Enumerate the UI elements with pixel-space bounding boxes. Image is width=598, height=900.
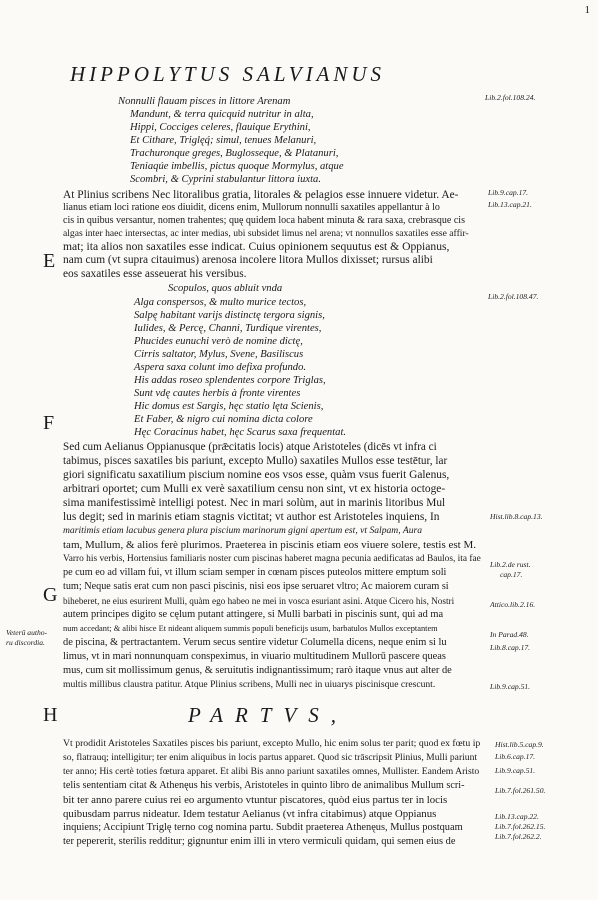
text-line: Aspera saxa colunt imo defixa profundo.: [134, 362, 307, 373]
text-line: tum; Neque satis erat cum non pasci piscinis, nisi eos ipse seruaret vltro; Ac maiorem curam si: [63, 581, 449, 592]
text-line: arbitrari oportet; cum Mulli ex verè saxatilium censu non sint, vt ex historia octoge-: [63, 483, 446, 495]
text-line: Nonnulli flauam pisces in littore Arenam: [118, 96, 291, 107]
text-line: lianus etiam loci ratione eos diuidit, dicens enim, Mullorum nonnulli saxatiles appellantur à lo: [63, 202, 440, 213]
text-line: lus degit; sed in marinis etiam stagnis victitat; vt author est Aristoteles inquiens, In: [63, 511, 440, 523]
margin-note: Lib.8.cap.17.: [490, 643, 531, 652]
text-line: limus, vt in mari nonnunquam conspeximus, in viuario multitudinem Mullorū pascere queas: [63, 651, 446, 662]
text-line: Hic domus est Sargis, hęc statio lęta Scienis,: [134, 401, 324, 412]
text-line: Phucides eunuchi verò de nomine dictę,: [134, 336, 303, 347]
text-line: Sunt vdę cautes herbis à fronte virentes: [134, 388, 301, 399]
text-line: Hippi, Cocciges celeres, flauique Erythini,: [130, 122, 311, 133]
text-line: cis in quibus versantur, nomen trahentes; quę quidem loca habent minuta & rara saxa, crebrasque cis: [63, 215, 465, 226]
margin-note: Lib.6.cap.17.: [495, 752, 536, 761]
text-line: Teniaqúe imbellis, pictus quoque Mormylus, atque: [130, 161, 344, 172]
margin-note: Lib.7.fol.261.50.: [495, 786, 546, 795]
text-line: tabimus, pisces saxatiles bis pariunt, excepto Mullo) saxatiles Mullos esse testētur, lar: [63, 455, 448, 467]
text-line: autem principes digito se cęlum putant attingere, si Mulli barbati in piscinis sunt, qui ad ma: [63, 609, 444, 620]
left-margin-note: Veterũ autho-: [6, 628, 48, 637]
section-letter-h: H: [43, 704, 58, 726]
text-line: ter anno; His certè toties fœtura apparet. Et alibi Bis anno pariunt saxatiles omnes, Mullister. Eandem Aristo: [63, 766, 480, 777]
text-line: Et Cithare, Triglęq́; simul, tenues Melanuri,: [130, 135, 317, 146]
margin-note: Lib.2.fol.108.47.: [488, 292, 539, 301]
text-line: His addas roseo splendentes corpore Triglas,: [134, 375, 326, 386]
text-line: At Plinius scribens Nec litoralibus gratia, litorales & pelagios esse innuere videtur. Ae-: [63, 189, 459, 201]
text-line: Trachuronque greges, Buglosseque, & Platanuri,: [130, 148, 339, 159]
text-line: mus, cum sit mollissimum genus, & seruitutis indignantissimum; rarò itaque vnus aut alter de: [63, 665, 452, 676]
margin-note: Lib.13.cap.21.: [488, 200, 532, 209]
text-line: Sed cum Aelianus Oppianusque (prǣcitatis locis) atque Aristoteles (dicēs vt infra ci: [63, 441, 437, 453]
text-line: Mandunt, & terra quicquid nutritur in alta,: [130, 109, 314, 120]
text-line: Cirris saltator, Mylus, Svene, Basiliscus: [134, 349, 304, 360]
text-line: Alga conspersos, & multo murice tectos,: [134, 297, 307, 308]
section-letter-g: G: [43, 584, 58, 606]
text-line: maritimis etiam lacubus genera plura piscium marinorum gigni apertum est, vt Salpam, Aura: [63, 525, 423, 536]
margin-note: Lib.9.cap.17.: [488, 188, 529, 197]
text-line: quibusdam parrus nideatur. Idem testatur Aelianus (vt infra citabimus) atque Oppianus: [63, 808, 437, 820]
text-line: pe cum eo ad villam fui, vt illum sciam semper in cœnam pisces puteolos mittere emptum soli: [63, 567, 447, 578]
text-line: multis millibus claustra patitur. Atque Plinius scribens, Mulli nec in uiuarys piscinisque crescunt.: [63, 679, 436, 690]
running-header: HIPPOLYTUS SALVIANUS: [70, 62, 386, 86]
text-line: giori significatu saxatilium piscium nomine eos vsos esse, quàm vsus fuerit Galenus,: [63, 469, 450, 481]
margin-note: Lib.9.cap.51.: [495, 766, 536, 775]
margin-note: Lib.2.de rust.: [490, 560, 531, 569]
page-number: 1: [584, 4, 590, 16]
text-line: Iulides, & Percę, Channi, Turdique virentes,: [134, 323, 322, 334]
left-margin-note: ru discordia.: [6, 638, 45, 647]
margin-note: Lib.9.cap.51.: [490, 682, 531, 691]
margin-note: Lib.7.fol.262.2.: [495, 832, 542, 841]
text-line: Scopulos, quos abluit vnda: [168, 283, 283, 294]
text-line: inquiens; Accipiunt Triglę terno cog nomina partu. Subdit praeterea Athenęus, Mullus postquam: [63, 822, 463, 833]
text-line: eos saxatiles esse asseuerat his versibus.: [63, 268, 247, 280]
text-line: biheberet, ne eius esurirent Mulli, quàm ego habeo ne mei in vosca esuriant asini. Atque Cicero his, Nostri: [63, 596, 455, 606]
text-line: mat; ita alios non saxatiles esse indicat. Cuius opinionem sequutus est & Oppianus,: [63, 240, 450, 253]
section-heading: PARTVS,: [188, 703, 349, 727]
text-line: telis sententiam citat & Athenęus his verbis, Aristoteles in quinto libro de animalibus Mullum scri-: [63, 780, 465, 791]
text-line: bit ter anno parere cuius rei eo argumento vtuntur piscatores, quòd eius partus ter in locis: [63, 794, 448, 806]
text-line: num accedant; & alibi hisce Et nideant aliquem summis populi beneficijs usum, barbatulos Mullos exceptantem: [63, 624, 438, 633]
section-letter-e: E: [43, 250, 56, 272]
section-letter-f: F: [43, 412, 55, 434]
text-line: nam cum (vt supra citauimus) arenosa incolere litora Mullos dixisset; rursus alibi: [63, 254, 433, 266]
text-line: Vt prodidit Aristoteles Saxatiles pisces bis pariunt, excepto Mullo, hic enim solus ter parit; quod ex fœtu ip: [63, 738, 481, 749]
margin-note: Lib.13.cap.22.: [495, 812, 539, 821]
text-line: Varro his verbis, Hortensius familiaris noster cum piscinas haberet magna pecunia aedificatas ad Baulos, ita fae: [63, 554, 481, 564]
text-line: ter pepererit, sterilis redditur; gignuntur enim illi in vtero vermiculi quidam, qui semen eius de: [63, 836, 456, 847]
text-line: de piscina, & pertractantem. Verum secus sentire videtur Columella dicens, neque enim si lu: [63, 637, 447, 648]
text-line: Salpę habitant varijs distinctę tergora signis,: [134, 310, 325, 321]
text-line: algas inter haec intersectas, ac inter medias, ubi subsidet limus nel arena; vt nonnullos saxatiles esse affir-: [63, 228, 469, 239]
margin-note: In Parad.48.: [490, 630, 529, 639]
text-line: so, flatrauq; intelligitur; ter enim aliquibus in locis partus apparet. Quod sic trāscripsit Plinius, Mulli pariunt: [63, 752, 478, 763]
margin-note: Lib.2.fol.108.24.: [485, 93, 536, 102]
text-line: Hęc Coracinus habet, hęc Scarus saxa frequentat.: [134, 427, 347, 438]
text-line: Scombri, & Cyprini stabulantur littora iuxta.: [130, 174, 321, 185]
margin-note: Hist.lib.5.cap.9.: [495, 740, 544, 749]
margin-note: Lib.7.fol.262.15.: [495, 822, 546, 831]
text-line: Et Faber, & nigro cui nomina dicta colore: [134, 414, 313, 425]
margin-note: Hist.lib.8.cap.13.: [490, 512, 543, 521]
margin-note: Attico.lib.2.16.: [490, 600, 536, 609]
margin-note: cap.17.: [500, 570, 523, 579]
text-line: tam, Mullum, & alios ferè plurimos. Praeterea in piscinis etiam eos viuere solere, testis est M.: [63, 539, 477, 551]
text-line: sima manifestissimè intelligi potest. Nec in mari solùm, aut in marinis litoribus Mul: [63, 497, 446, 509]
